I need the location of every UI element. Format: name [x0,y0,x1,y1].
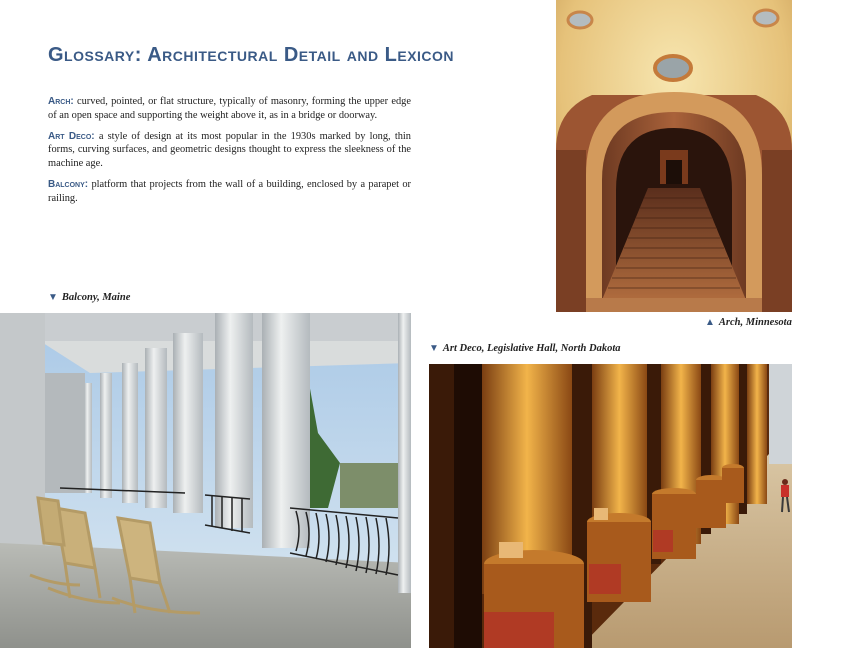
arch-photo [556,0,792,312]
caption-arch [705,317,792,328]
balcony-photo [0,313,411,648]
caption-balcony-text: Balcony, Maine [61,292,131,303]
balcony-illustration [0,313,411,648]
art-deco-illustration [429,364,792,648]
glossary-definition: curved, pointed, or flat structure, typically of masonry, forming the upper edge of an open space and supporting the weight above it, as in a bridge or doorway. [48,96,411,121]
glossary-entry-arch [48,95,411,123]
page-title: Glossary: Architectural Detail and Lexicon [48,44,455,66]
glossary-term: Art Deco: [48,130,95,142]
glossary-entry-art-deco [48,130,411,171]
glossary-term: Balcony: [48,178,89,190]
glossary-definition: a style of design at its most popular in the 1930s marked by long, thin forms, curving surfaces, and geometric designs thought to express the sleekness of the machine age. [48,130,411,170]
caption-art-deco [429,343,621,354]
caption-balcony [48,292,130,303]
glossary-term: Arch: [48,96,74,107]
caption-art-deco-text: Art Deco, Legislative Hall, North Dakota [442,343,621,354]
triangle-down-icon: ▼ [429,343,439,354]
art-deco-photo [429,364,792,648]
arch-illustration [556,0,792,312]
triangle-up-icon: ▲ [705,317,715,328]
triangle-down-icon: ▼ [48,292,58,303]
caption-arch-text: Arch, Minnesota [718,317,792,328]
glossary-entry-balcony [48,178,411,206]
glossary-definition: platform that projects from the wall of a building, enclosed by a parapet or railing. [48,178,411,204]
glossary-entries [48,95,411,213]
